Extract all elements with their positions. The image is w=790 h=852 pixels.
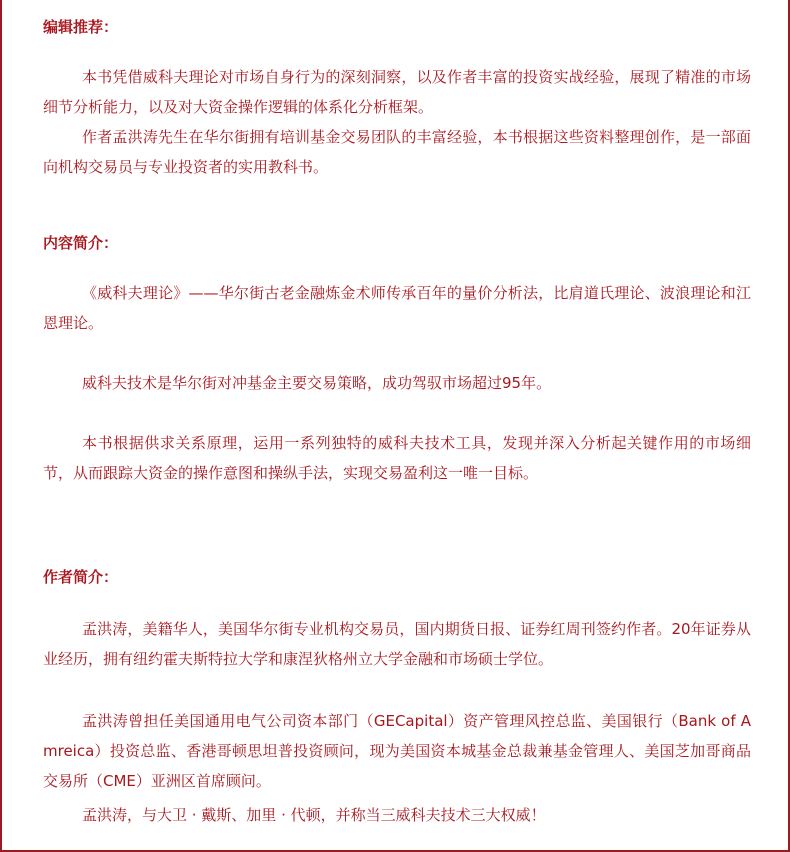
author-profile-paragraph-2: 孟洪涛曾担任美国通用电气公司资本部门（GECapital）资产管理风控总监、美国银行（Bank of Amreica）投资总监、香港哥顿思坦普投资顾问，现为美国资本城基金总裁兼基金管理人、美国芝加哥商品交易所（CME）亚洲区首席顾问。 [43,712,751,790]
content-summary-paragraph-2: 威科夫技术是华尔街对冲基金主要交易策略，成功驾驭市场超过95年。 [82,374,552,392]
author-profile-heading: 作者简介： [43,568,119,586]
editor-recommendation-heading: 编辑推荐： [43,18,119,36]
author-profile-paragraph-3: 孟洪涛，与大卫 · 戴斯、加里 · 代顿，并称当三威科夫技术三大权威！ [82,806,546,824]
editor-recommendation-paragraph-1: 本书凭借威科夫理论对市场自身行为的深刻洞察，以及作者丰富的投资实战经验，展现了精准的市场细节分析能力，以及对大资金操作逻辑的体系化分析框架。 [43,68,751,116]
content-summary-paragraph-1: 《威科夫理论》——华尔街古老金融炼金术师传承百年的量价分析法，比肩道氏理论、波浪理论和江恩理论。 [43,284,751,332]
editor-recommendation-paragraph-2: 作者孟洪涛先生在华尔街拥有培训基金交易团队的丰富经验，本书根据这些资料整理创作，是一部面向机构交易员与专业投资者的实用教科书。 [43,128,751,176]
author-profile-paragraph-1: 孟洪涛，美籍华人，美国华尔街专业机构交易员，国内期货日报、证券红周刊签约作者。20年证券从业经历，拥有纽约霍夫斯特拉大学和康涅狄格州立大学金融和市场硕士学位。 [43,620,751,668]
content-summary-heading: 内容简介： [43,234,119,252]
content-summary-paragraph-3: 本书根据供求关系原理，运用一系列独特的威科夫技术工具，发现并深入分析起关键作用的市场细节，从而跟踪大资金的操作意图和操纵手法，实现交易盈利这一唯一目标。 [43,434,751,482]
